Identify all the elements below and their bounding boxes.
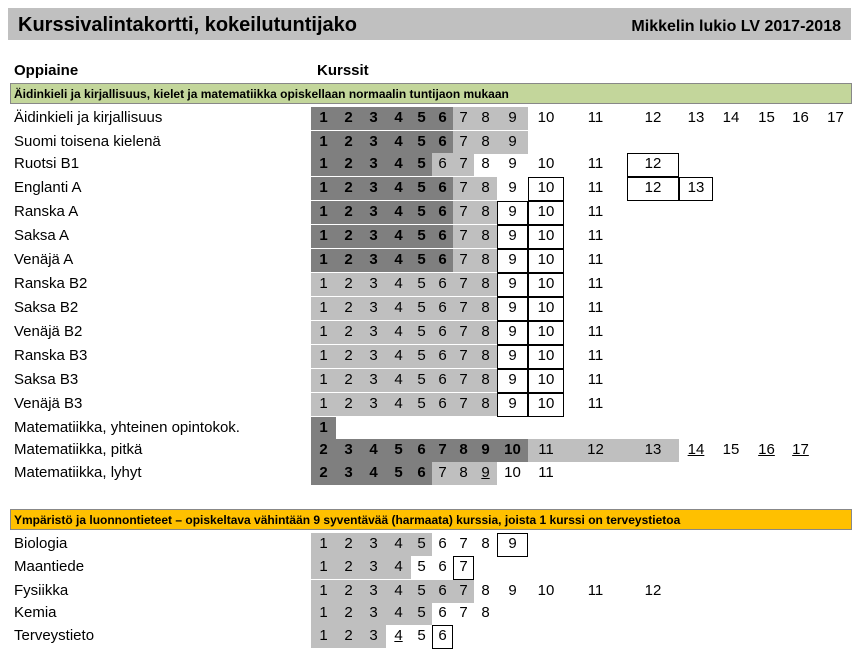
course-number: 3 [369, 347, 378, 364]
course-number: 3 [369, 227, 378, 244]
course-number: 11 [587, 395, 604, 412]
course-number: 2 [344, 395, 353, 412]
course-number: 4 [394, 371, 403, 388]
course-number: 8 [481, 109, 490, 126]
course-number: 5 [417, 299, 426, 316]
course-number: 6 [438, 227, 447, 244]
course-number: 4 [394, 535, 403, 552]
course-number: 11 [587, 371, 604, 388]
course-number: 1 [319, 179, 328, 196]
title-bar [8, 8, 851, 40]
course-number: 11 [587, 179, 604, 196]
course-number: 9 [508, 109, 517, 126]
course-number: 8 [481, 299, 490, 316]
course-number: 2 [344, 347, 353, 364]
course-number: 11 [587, 299, 604, 316]
course-number: 7 [459, 203, 468, 220]
course-number: 9 [481, 464, 490, 481]
course-number: 4 [394, 109, 403, 126]
course-number: 9 [508, 155, 517, 172]
course-number: 4 [394, 582, 403, 599]
course-number: 6 [438, 535, 447, 552]
course-number: 7 [459, 323, 468, 340]
course-number: 17 [792, 441, 809, 458]
course-number: 2 [344, 155, 353, 172]
course-number: 11 [587, 203, 604, 220]
course-number: 1 [319, 535, 328, 552]
course-number: 3 [344, 464, 353, 481]
course-number: 1 [319, 582, 328, 599]
course-number: 3 [369, 582, 378, 599]
course-number: 3 [369, 395, 378, 412]
course-number: 6 [438, 582, 447, 599]
course-number: 4 [369, 464, 378, 481]
course-number: 12 [644, 179, 662, 196]
course-number: 4 [394, 604, 403, 621]
course-number: 2 [344, 323, 353, 340]
course-number: 9 [508, 347, 517, 364]
course-number: 7 [438, 441, 447, 458]
course-number: 2 [344, 275, 353, 292]
course-number: 5 [417, 371, 426, 388]
course-number: 10 [537, 347, 555, 364]
course-number: 10 [537, 203, 555, 220]
subject-name: Biologia [14, 535, 68, 552]
subject-name: Suomi toisena kielenä [14, 133, 161, 150]
course-number: 8 [481, 395, 490, 412]
course-number: 1 [319, 155, 328, 172]
course-number: 5 [417, 347, 426, 364]
course-number: 2 [344, 535, 353, 552]
course-number: 9 [508, 179, 517, 196]
course-number: 7 [459, 582, 468, 599]
course-number: 10 [537, 395, 555, 412]
course-number: 16 [758, 441, 775, 458]
course-number: 2 [344, 109, 353, 126]
course-number: 3 [369, 155, 378, 172]
course-number: 8 [481, 582, 490, 599]
course-number: 5 [417, 251, 426, 268]
course-number: 2 [344, 371, 353, 388]
course-number: 4 [394, 627, 403, 644]
course-number: 5 [417, 558, 426, 575]
course-number: 7 [459, 227, 468, 244]
course-number: 1 [319, 558, 328, 575]
course-number: 5 [417, 535, 426, 552]
course-number: 5 [417, 604, 426, 621]
course-number: 7 [459, 604, 468, 621]
course-number: 6 [438, 558, 447, 575]
course-number: 10 [537, 582, 555, 599]
course-number: 9 [508, 251, 517, 268]
course-number: 11 [587, 251, 604, 268]
course-number: 3 [369, 133, 378, 150]
course-number: 12 [587, 441, 604, 458]
course-number: 8 [481, 323, 490, 340]
course-number: 4 [394, 179, 403, 196]
course-number: 6 [417, 464, 426, 481]
course-number: 12 [644, 582, 662, 599]
course-number: 11 [587, 155, 604, 172]
course-number: 6 [438, 299, 447, 316]
course-number: 6 [438, 604, 447, 621]
course-number: 1 [319, 227, 328, 244]
course-number: 10 [537, 275, 555, 292]
course-number: 8 [481, 155, 490, 172]
courses-column-header: Kurssit [317, 62, 369, 79]
course-number: 15 [758, 109, 775, 126]
course-number: 2 [319, 441, 328, 458]
course-number: 1 [319, 275, 328, 292]
course-number: 6 [438, 395, 447, 412]
course-number: 11 [587, 582, 604, 599]
course-number: 5 [417, 395, 426, 412]
course-number: 5 [417, 203, 426, 220]
subject-name: Matematiikka, lyhyt [14, 464, 142, 481]
course-number: 4 [394, 251, 403, 268]
course-number: 3 [369, 203, 378, 220]
course-number: 1 [319, 299, 328, 316]
course-number: 10 [537, 179, 555, 196]
subject-name: Englanti A [14, 179, 82, 196]
course-number: 9 [508, 227, 517, 244]
subject-name: Ranska A [14, 203, 79, 220]
course-number: 10 [537, 109, 555, 126]
course-number: 4 [394, 275, 403, 292]
subject-name: Venäjä A [14, 251, 74, 268]
course-number: 11 [587, 109, 604, 126]
subject-name: Matematiikka, pitkä [14, 441, 143, 458]
subject-name: Fysiikka [14, 582, 69, 599]
course-number: 1 [319, 133, 328, 150]
course-number: 2 [344, 133, 353, 150]
course-number: 2 [344, 227, 353, 244]
course-number: 5 [394, 441, 403, 458]
course-number: 10 [537, 323, 555, 340]
course-number: 6 [438, 275, 447, 292]
course-number: 10 [537, 371, 555, 388]
course-number: 8 [481, 133, 490, 150]
course-number: 2 [344, 558, 353, 575]
course-number: 8 [481, 604, 490, 621]
course-number: 8 [481, 179, 490, 196]
course-number: 16 [792, 109, 809, 126]
course-number: 6 [438, 203, 447, 220]
subject-name: Ranska B2 [14, 275, 88, 292]
course-number: 9 [508, 535, 517, 552]
course-number: 7 [459, 371, 468, 388]
course-number: 6 [417, 441, 426, 458]
subject-name: Saksa B3 [14, 371, 79, 388]
subject-column-header: Oppiaine [14, 62, 79, 79]
course-number: 7 [459, 558, 468, 575]
course-number: 7 [459, 299, 468, 316]
page-title: Kurssivalintakortti, kokeilutuntijako [18, 14, 357, 36]
course-number: 11 [587, 275, 604, 292]
course-number: 5 [417, 275, 426, 292]
course-number: 9 [508, 395, 517, 412]
course-number: 14 [722, 109, 740, 126]
course-number: 4 [394, 347, 403, 364]
course-number: 2 [344, 299, 353, 316]
course-number: 7 [459, 535, 468, 552]
subject-name: Ranska B3 [14, 347, 88, 364]
course-number: 15 [722, 441, 740, 458]
course-number: 7 [459, 251, 468, 268]
course-number: 6 [438, 155, 447, 172]
course-number: 8 [481, 371, 490, 388]
course-number: 5 [417, 323, 426, 340]
course-number: 8 [481, 535, 490, 552]
subject-name: Matematiikka, yhteinen opintokok. [14, 419, 240, 436]
course-number: 9 [508, 323, 517, 340]
course-number: 3 [369, 371, 378, 388]
course-number: 4 [394, 558, 403, 575]
course-number: 3 [369, 275, 378, 292]
course-number: 6 [438, 347, 447, 364]
course-number: 3 [369, 535, 378, 552]
course-number: 11 [587, 227, 604, 244]
course-number: 6 [438, 323, 447, 340]
course-number: 7 [438, 464, 447, 481]
course-number: 12 [644, 155, 662, 172]
section-heading-sciences: Ympäristö ja luonnontieteet – opiskeltava vähintään 9 syventävää (harmaata) kurssia, joista 1 kurssi on terveystietoa [10, 509, 852, 530]
course-number: 9 [481, 441, 490, 458]
course-number: 10 [537, 155, 555, 172]
course-number: 5 [417, 582, 426, 599]
course-number: 4 [394, 323, 403, 340]
course-number: 10 [537, 227, 555, 244]
course-number: 1 [319, 395, 328, 412]
course-number: 1 [319, 419, 328, 436]
subject-name: Äidinkieli ja kirjallisuus [14, 109, 163, 126]
course-number: 4 [394, 227, 403, 244]
course-number: 9 [508, 275, 517, 292]
course-number: 7 [459, 347, 468, 364]
course-number: 3 [369, 251, 378, 268]
course-number: 12 [644, 109, 662, 126]
course-number: 2 [344, 627, 353, 644]
course-number: 8 [459, 441, 468, 458]
course-number: 11 [538, 464, 554, 481]
course-number: 7 [459, 133, 468, 150]
course-number: 13 [644, 441, 662, 458]
course-number: 4 [369, 441, 378, 458]
course-number: 3 [369, 323, 378, 340]
course-number: 7 [459, 395, 468, 412]
course-number: 4 [394, 299, 403, 316]
course-number: 1 [319, 251, 328, 268]
course-number: 2 [344, 251, 353, 268]
page-subtitle: Mikkelin lukio LV 2017-2018 [631, 18, 841, 35]
course-number: 11 [538, 441, 554, 458]
subject-name: Ruotsi B1 [14, 155, 80, 172]
course-number: 5 [417, 627, 426, 644]
course-number: 6 [438, 133, 447, 150]
course-number: 11 [587, 347, 604, 364]
course-number: 1 [319, 109, 328, 126]
course-number: 1 [319, 323, 328, 340]
course-number: 1 [319, 347, 328, 364]
course-number: 4 [394, 155, 403, 172]
course-number: 11 [587, 323, 604, 340]
course-number: 9 [508, 133, 517, 150]
course-number: 3 [369, 604, 378, 621]
course-number: 7 [459, 155, 468, 172]
subject-name: Venäjä B3 [14, 395, 83, 412]
course-number: 2 [344, 582, 353, 599]
course-number: 1 [319, 604, 328, 621]
section-heading-languages-math: Äidinkieli ja kirjallisuus, kielet ja matematiikka opiskellaan normaalin tuntijaon mukaan [10, 83, 852, 104]
course-number: 5 [394, 464, 403, 481]
subject-name: Maantiede [14, 558, 85, 575]
course-number: 14 [687, 441, 705, 458]
course-number: 6 [438, 179, 447, 196]
course-number: 2 [319, 464, 328, 481]
course-number: 6 [438, 109, 447, 126]
course-number: 2 [344, 203, 353, 220]
course-number: 9 [508, 582, 517, 599]
course-number: 17 [827, 109, 844, 126]
subject-name: Venäjä B2 [14, 323, 83, 340]
course-number: 7 [459, 275, 468, 292]
subject-name: Saksa B2 [14, 299, 79, 316]
course-number: 9 [508, 371, 517, 388]
subject-name: Saksa A [14, 227, 70, 244]
course-number: 4 [394, 133, 403, 150]
course-number: 4 [394, 203, 403, 220]
course-number: 3 [344, 441, 353, 458]
course-number: 10 [537, 299, 555, 316]
course-number: 1 [319, 371, 328, 388]
course-number: 8 [459, 464, 468, 481]
course-number: 9 [508, 299, 517, 316]
course-number: 8 [481, 347, 490, 364]
course-number: 3 [369, 558, 378, 575]
course-number: 8 [481, 251, 490, 268]
course-number: 10 [504, 441, 521, 458]
course-number: 1 [319, 203, 328, 220]
course-number: 5 [417, 133, 426, 150]
course-number: 7 [459, 179, 468, 196]
course-number: 6 [438, 627, 447, 644]
course-number: 13 [687, 179, 705, 196]
course-number: 6 [438, 251, 447, 268]
course-number: 2 [344, 179, 353, 196]
course-number: 6 [438, 371, 447, 388]
course-number: 8 [481, 275, 490, 292]
course-number: 13 [687, 109, 705, 126]
course-number: 7 [459, 109, 468, 126]
course-number: 3 [369, 179, 378, 196]
course-number: 8 [481, 203, 490, 220]
course-number: 3 [369, 109, 378, 126]
course-number: 9 [508, 203, 517, 220]
course-number: 5 [417, 109, 426, 126]
subject-name: Kemia [14, 604, 57, 621]
course-number: 5 [417, 227, 426, 244]
course-number: 3 [369, 299, 378, 316]
course-number: 3 [369, 627, 378, 644]
course-number: 5 [417, 155, 426, 172]
course-number: 1 [319, 627, 328, 644]
course-number: 2 [344, 604, 353, 621]
course-number: 5 [417, 179, 426, 196]
course-number: 10 [537, 251, 555, 268]
course-number: 4 [394, 395, 403, 412]
course-number: 8 [481, 227, 490, 244]
course-number: 10 [504, 464, 521, 481]
subject-name: Terveystieto [14, 627, 95, 644]
